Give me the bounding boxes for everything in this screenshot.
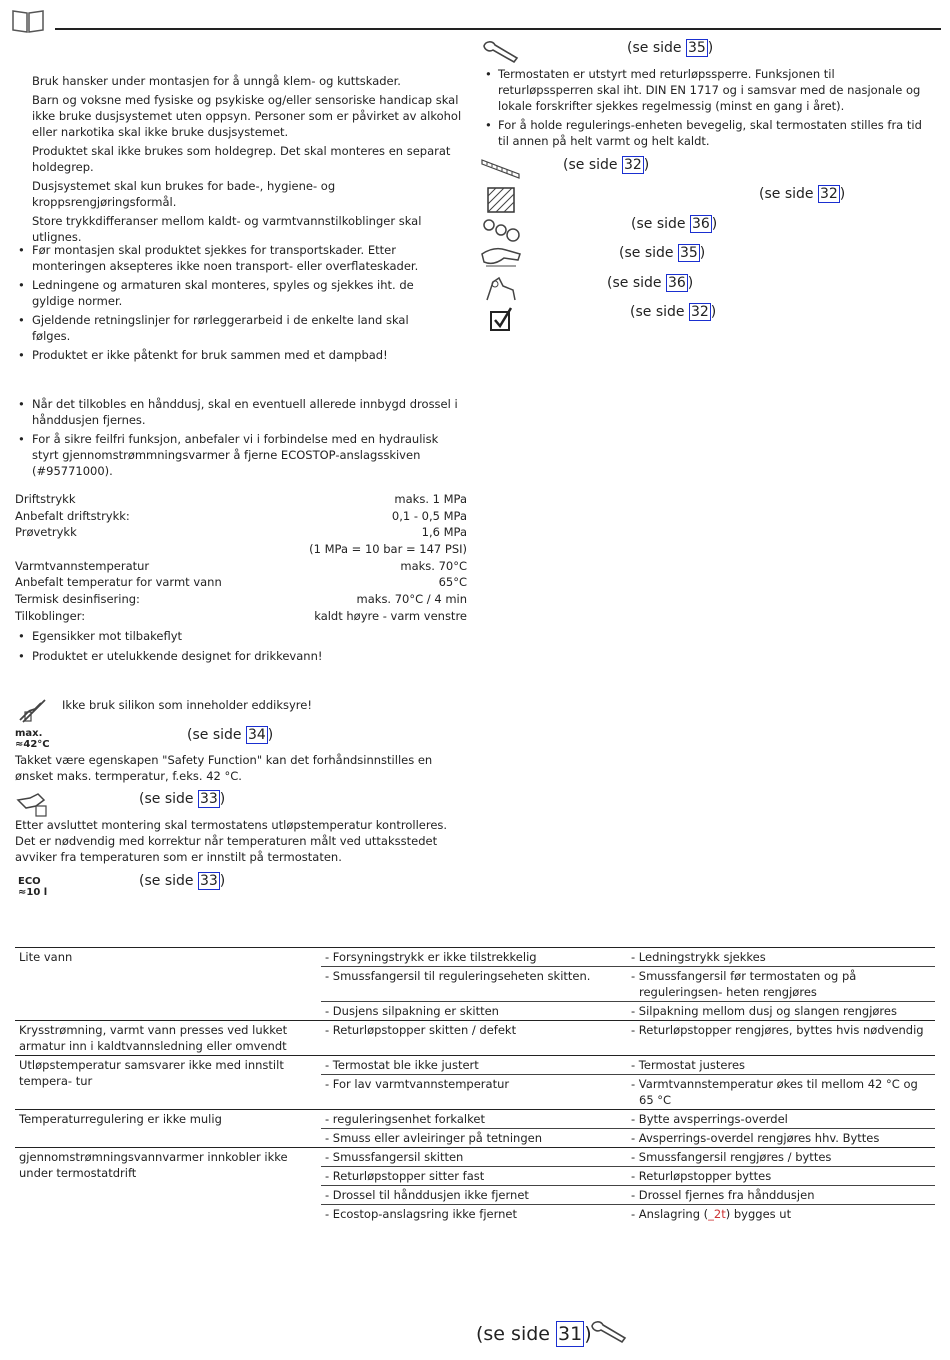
cause-cell: - reguleringsenhet forkalket bbox=[325, 1112, 485, 1126]
spec-row: Tilkoblinger: kaldt høyre - varm venstre bbox=[15, 609, 467, 623]
see-page-ref: (se side 33 ) bbox=[139, 873, 226, 889]
page-link[interactable]: 32 bbox=[623, 157, 642, 173]
table-row bbox=[15, 1056, 935, 1075]
page-link[interactable]: 32 bbox=[819, 186, 838, 202]
table-row bbox=[15, 1021, 935, 1056]
fault-cell: Temperaturregulering er ikke mulig bbox=[19, 1112, 222, 1126]
spec-row: Driftstrykk maks. 1 MPa bbox=[15, 492, 467, 506]
hatched-diagram-icon bbox=[487, 187, 515, 216]
spec-row: Anbefalt driftstrykk: 0,1 - 0,5 MPa bbox=[15, 509, 467, 523]
list-item: • Produktet er utelukkende designet for drikkevann! bbox=[18, 649, 323, 663]
fix-cell: - Anslagring (_2t) bygges ut bbox=[627, 1205, 935, 1224]
fault-cell: Lite vann bbox=[19, 950, 73, 964]
fix-cell: - Termostat justeres bbox=[631, 1058, 746, 1072]
cause-cell: - Ecostop-anslagsring ikke fjernet bbox=[321, 1205, 627, 1224]
wrench-icon bbox=[589, 1320, 629, 1347]
see-page-ref: (se side 35 ) bbox=[627, 40, 714, 56]
page-link[interactable]: 34 bbox=[247, 727, 266, 743]
safety-item: Barn og voksne med fysiske og psykiske og/eller sensoriske handicap skal ikke bruke dusjsystemet uten oppsyn. Personer som er påvirket av alkohol eller narkotika skal ikke bruke dusjsystemet. bbox=[32, 93, 462, 139]
spare-parts-icon bbox=[482, 217, 522, 246]
cause-cell: - Returløpstopper sitter fast bbox=[321, 1167, 627, 1186]
fix-cell: - Silpakning mellom dusj og slangen rengjøres bbox=[627, 1002, 935, 1021]
silicone-gun-icon bbox=[17, 698, 49, 727]
footer-see-page: (se side 31 ) bbox=[476, 1323, 592, 1345]
safety-item: Store trykkdifferanser mellom kaldt- og varmtvannstilkoblinger skal utlignes. bbox=[32, 214, 422, 244]
hand-symbols-icon bbox=[483, 274, 519, 307]
page-link[interactable]: 36 bbox=[667, 275, 686, 291]
install-list bbox=[18, 242, 438, 363]
page-link[interactable]: 33 bbox=[199, 873, 218, 889]
see-page-ref: (se side 32 ) bbox=[759, 186, 846, 202]
table-row bbox=[15, 948, 935, 967]
max-temp-icon: max. ≈42°C bbox=[15, 728, 50, 750]
cause-cell: - Returløpstopper skitten / defekt bbox=[325, 1023, 517, 1037]
see-page-ref: (se side 33 ) bbox=[139, 791, 226, 807]
fix-cell: - Avsperrings-overdel rengjøres hhv. Byttes bbox=[627, 1129, 935, 1148]
maintenance-list bbox=[485, 66, 925, 149]
header-rule bbox=[55, 28, 941, 30]
fix-cell: - Varmtvannstemperatur økes til mellom 42 °C og 65 °C bbox=[627, 1075, 935, 1110]
wrench-icon bbox=[481, 40, 521, 67]
cause-cell: - Smussfangersil skitten bbox=[325, 1150, 464, 1164]
troubleshooting-table bbox=[15, 947, 935, 1223]
see-page-ref: (se side 34 ) bbox=[187, 727, 274, 743]
see-page-ref: (se side 32 ) bbox=[563, 157, 650, 173]
safety-item: Dusjsystemet skal kun brukes for bade-, hygiene- og kroppsrengjøringsformål. bbox=[32, 179, 336, 209]
spec-row: Anbefalt temperatur for varmt vann 65°C bbox=[15, 575, 467, 589]
cause-cell: - Dusjens silpakning er skitten bbox=[321, 1002, 627, 1021]
page-link[interactable]: 32 bbox=[690, 304, 709, 320]
cause-cell: - Smuss eller avleiringer på tetningen bbox=[321, 1129, 627, 1148]
see-page-ref: (se side 35 ) bbox=[619, 245, 706, 261]
page-link[interactable]: 35 bbox=[679, 245, 698, 261]
fault-cell: gjennomstrømningsvannvarmer innkobler ikke under termostatdrift bbox=[19, 1150, 288, 1180]
fix-cell: - Returløpstopper byttes bbox=[627, 1167, 935, 1186]
list-item: • For å holde regulerings-enheten bevegelig, skal termostaten stilles fra tid til annen på helt varmt og helt kaldt. bbox=[485, 118, 922, 148]
fault-cell: Utløpstemperatur samsvarer ikke med innstilt tempera- tur bbox=[19, 1058, 284, 1088]
see-page-ref: (se side 36 ) bbox=[607, 275, 694, 291]
adjust-text: Etter avsluttet montering skal termostatens utløpstemperatur kontrolleres. Det er nødvendig med korrektur når temperaturen målt ved uttaksstedet avviker fra temperaturen som er innstilt på termostaten. bbox=[15, 818, 448, 864]
spec-row: (1 MPa = 10 bar = 147 PSI) bbox=[309, 542, 467, 556]
part-reference: _2t bbox=[708, 1207, 726, 1221]
table-row bbox=[15, 1148, 935, 1167]
list-item: • Termostaten er utstyrt med returløpssperre. Funksjonen til returløpssperren skal iht. DIN EN 1717 og i samsvar med de nasjonale og lokale forskrifter sjekkes regelmessig (minst en gang i året). bbox=[485, 67, 921, 113]
cause-cell: - Drossel til hånddusjen ikke fjernet bbox=[321, 1186, 627, 1205]
list-item: • Egensikker mot tilbakeflyt bbox=[18, 629, 183, 643]
spec-bullets bbox=[18, 628, 458, 664]
page-link[interactable]: 33 bbox=[199, 791, 218, 807]
cause-cell: - Forsyningstrykk er ikke tilstrekkelig bbox=[325, 950, 537, 964]
cleaning-cloth-icon bbox=[480, 244, 522, 275]
list-item: • Ledningene og armaturen skal monteres, spyles og sjekkes iht. de gyldige normer. bbox=[18, 278, 414, 308]
max-temp-text: Takket være egenskapen "Safety Function" kan det forhåndsinnstilles en ønsket maks. termperatur, f.eks. 42 °C. bbox=[15, 753, 433, 783]
spec-row: Varmtvannstemperatur maks. 70°C bbox=[15, 559, 467, 573]
book-icon bbox=[11, 8, 45, 37]
table-row bbox=[15, 1110, 935, 1129]
spec-row: Prøvetrykk 1,6 MPa bbox=[15, 525, 467, 539]
eco-icon: ECO ≈10 l bbox=[18, 876, 48, 898]
cause-cell: - Smussfangersil til reguleringseheten skitten. bbox=[321, 967, 627, 1002]
cause-cell: - Termostat ble ikke justert bbox=[325, 1058, 479, 1072]
fix-cell: - Drossel fjernes fra hånddusjen bbox=[627, 1186, 935, 1205]
fix-cell: - Smussfangersil rengjøres / byttes bbox=[631, 1150, 832, 1164]
fix-cell: - Smussfangersil før termostaten og på reguleringsen- heten rengjøres bbox=[627, 967, 935, 1002]
list-item: • For å sikre feilfri funksjon, anbefaler vi i forbindelse med en hydraulisk styrt gjennomstrømmningsvarmer å fjerne ECOSTOP-anslagsskiven (#95771000). bbox=[18, 432, 439, 478]
silicone-warning: Ikke bruk silikon som inneholder eddiksyre! bbox=[62, 698, 312, 712]
hint-list bbox=[18, 396, 463, 479]
list-item: • Produktet er ikke påtenkt for bruk sammen med et dampbad! bbox=[18, 348, 388, 362]
safety-list bbox=[32, 73, 472, 245]
ruler-icon bbox=[481, 156, 521, 183]
fix-cell: - Ledningstrykk sjekkes bbox=[631, 950, 766, 964]
safety-item: Bruk hansker under montasjen for å unngå klem- og kuttskader. bbox=[32, 74, 401, 88]
list-item: • Når det tilkobles en hånddusj, skal en eventuell allerede innbygd drossel i hånddusjen fjernes. bbox=[18, 397, 458, 427]
safety-item: Produktet skal ikke brukes som holdegrep. Det skal monteres en separat holdegrep. bbox=[32, 144, 451, 174]
list-item: • Før montasjen skal produktet sjekkes for transportskader. Etter monteringen aksepteres ikke noen transport- eller overflateskader. bbox=[18, 243, 419, 273]
fix-cell: - Returløpstopper rengjøres, byttes hvis nødvendig bbox=[631, 1023, 924, 1037]
fault-cell: Krysstrømning, varmt vann presses ved lukket armatur inn i kaldtvannsledning eller omvendt bbox=[19, 1023, 288, 1053]
spec-row: Termisk desinfisering: maks. 70°C / 4 min bbox=[15, 592, 467, 606]
checkbox-icon bbox=[489, 306, 515, 335]
see-page-ref: (se side 36 ) bbox=[631, 216, 718, 232]
fix-cell: - Bytte avsperrings-overdel bbox=[631, 1112, 788, 1126]
page-link[interactable]: 31 bbox=[558, 1323, 583, 1345]
cause-cell: - For lav varmtvannstemperatur bbox=[321, 1075, 627, 1110]
page-link[interactable]: 35 bbox=[687, 40, 706, 56]
see-page-ref: (se side 32 ) bbox=[630, 304, 717, 320]
page-link[interactable]: 36 bbox=[691, 216, 710, 232]
list-item: • Gjeldende retningslinjer for rørleggerarbeid i de enkelte land skal følges. bbox=[18, 313, 409, 343]
